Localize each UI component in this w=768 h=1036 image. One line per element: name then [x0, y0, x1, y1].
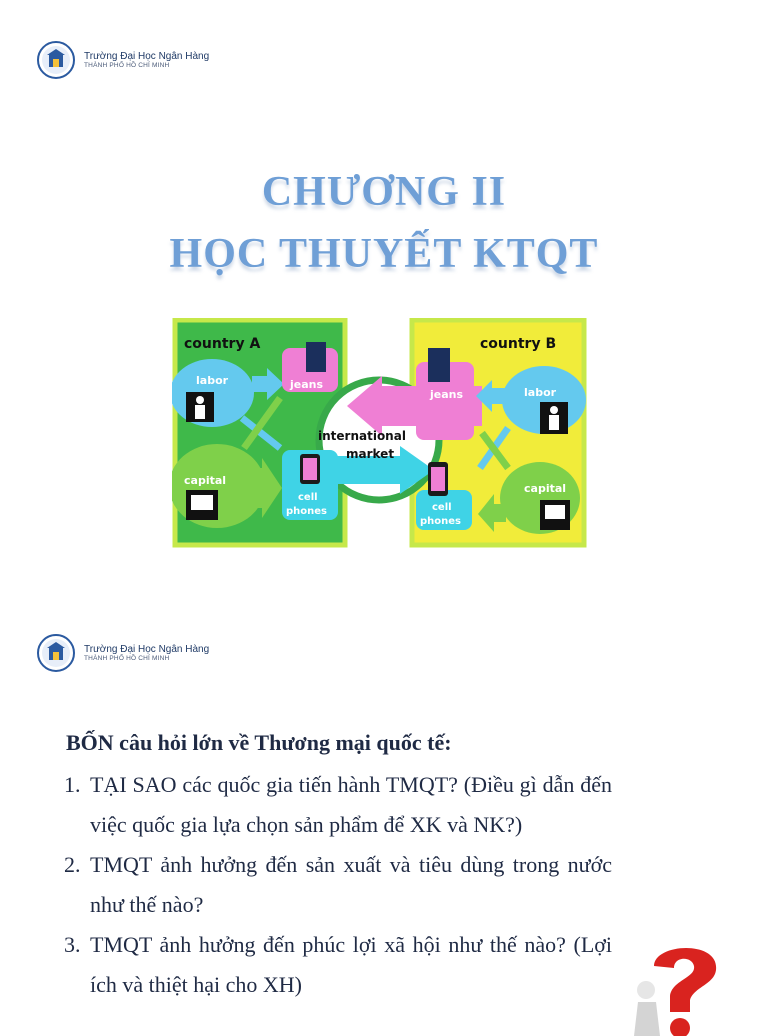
phone-b-screen: [431, 467, 445, 491]
questions-heading: BỐN câu hỏi lớn về Thương mại quốc tế:: [66, 730, 452, 755]
school-logo-icon: [36, 633, 76, 673]
market-label-2: market: [346, 447, 395, 461]
question-text: TẠI SAO các quốc gia tiến hành TMQT? (Điều gì dẫn đến việc quốc gia lựa chọn sản phẩm để XK và NK?): [90, 772, 612, 837]
computer-a-screen: [191, 495, 213, 510]
school-name: Trường Đại Học Ngân Hàng: [84, 643, 210, 655]
school-city: THÀNH PHỐ HỒ CHÍ MINH: [84, 655, 170, 663]
chapter-subtitle: HỌC THUYẾT KTQT: [169, 231, 599, 277]
computer-b-screen: [545, 505, 565, 519]
market-label-1: international: [318, 429, 406, 443]
question-item: [64, 925, 612, 1005]
capital-a-label: capital: [184, 474, 227, 487]
questions-list: [64, 765, 612, 1005]
question-item: [64, 765, 612, 845]
question-item: [64, 845, 612, 925]
labor-b-label: labor: [524, 386, 557, 399]
school-header-2: [36, 633, 209, 673]
question-number: 3.: [64, 932, 81, 957]
jeans-b-label: jeans: [430, 388, 464, 401]
cell-a-label-1: cell: [298, 492, 318, 503]
trade-diagram: [172, 318, 590, 548]
question-mark-icon: [624, 936, 734, 1036]
question-number: 2.: [64, 852, 81, 877]
school-name: Trường Đại Học Ngân Hàng: [84, 50, 210, 62]
country-b-label: country B: [480, 336, 557, 352]
chapter-title: CHƯƠNG II: [261, 169, 507, 215]
question-text: TMQT ảnh hưởng đến sản xuất và tiêu dùng trong nước như thế nào?: [90, 852, 612, 917]
labor-a-label: labor: [196, 374, 229, 387]
cell-b-label-2: phones: [420, 516, 462, 527]
person-a-head: [196, 396, 204, 404]
school-header: [36, 40, 209, 80]
cell-a-label-2: phones: [286, 506, 328, 517]
question-number: 1.: [64, 772, 81, 797]
jeans-a-icon: [306, 342, 326, 372]
school-logo-icon: [36, 40, 76, 80]
jeans-a-label: jeans: [290, 378, 324, 391]
cell-b-label-1: cell: [432, 502, 452, 513]
jeans-b-icon: [428, 348, 450, 382]
phone-a-screen: [303, 458, 317, 480]
person-a-body: [195, 405, 205, 419]
school-city: THÀNH PHỐ HỒ CHÍ MINH: [84, 62, 170, 70]
person-b-body: [549, 415, 559, 430]
country-a-label: country A: [184, 336, 261, 352]
question-text: TMQT ảnh hưởng đến phúc lợi xã hội như thế nào? (Lợi ích và thiệt hại cho XH): [90, 932, 612, 997]
capital-b-label: capital: [524, 482, 567, 495]
person-b-head: [550, 406, 558, 414]
